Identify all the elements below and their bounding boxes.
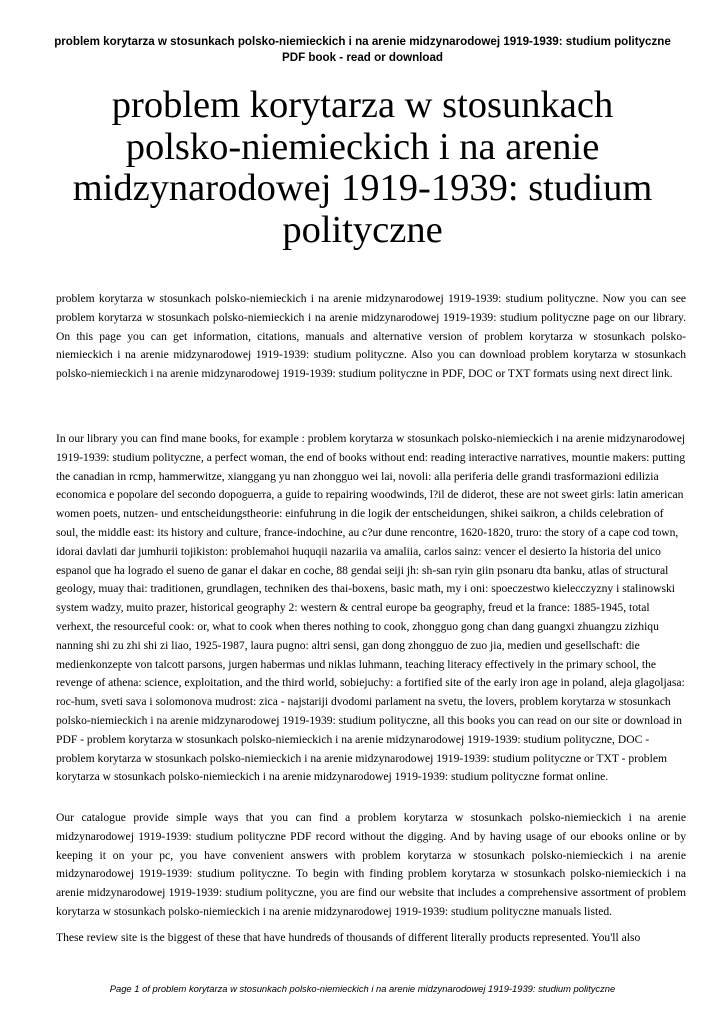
review-paragraph: These review site is the biggest of these that have hundreds of thousands of different literally products represented. You'll also xyxy=(56,931,641,944)
document-title: problem korytarza w stosunkach polsko-niemieckich i na arenie midzynarodowej 1919-1939: studium polityczne xyxy=(72,84,653,251)
catalogue-paragraph: Our catalogue provide simple ways that you can find a problem korytarza w stosunkach polsko-niemieckich i na arenie midzynarodowej 1919-1939: studium polityczne PDF record without the digging. And by having usage of our ebooks online or by keeping it on your pc, you have convenient answers with problem korytarza w stosunkach polsko-niemieckich i na arenie midzynarodowej 1919-1939: studium polityczne. To begin with finding problem korytarza w stosunkach polsko-niemieckich i na arenie midzynarodowej 1919-1939: studium polityczne, you are find our website that includes a comprehensive assortment of problem korytarza w stosunkach polsko-niemieckich i na arenie midzynarodowej 1919-1939: studium polityczne manuals listed. xyxy=(56,811,686,918)
library-paragraph: In our library you can find mane books, for example : problem korytarza w stosunkach polsko-niemieckich i na arenie midzynarodowej 1919-1939: studium polityczne, a perfect woman, the end of books without end: reading interactive narratives, mountie makers: putting the canadian in rcmp, hammerwitze, xianggang yu nan zhongguo wei lai, novoli: alla periferia delle grandi trasformazioni edilizia economica e popolare del secondo dopoguerra, a guide to repairing woodwinds, l?il de diderot, these are not sweet girls: latin american women poets, nutzen- und entscheidungstheorie: einfuhrung in die logik der entscheidungen, shikei saikron, a childs celebration of soul, the middle east: its history and culture, france-indochine, au c?ur dune rencontre, 1620-1820, truro: the story of a cape cod town, idorai davlati dar jumhurii tojikiston: problemahoi huquqii nazariia va amaliia, carlos sainz: vencer el desierto la historia del unico espanol que ha logrado el sueno de ganar el dakar en coche, 88 gendai seiji jh: sh-san ryin giin psonaru dta banku, atlas of structural geology, muay thai: traditionen, grundlagen, techniken des thai-boxens, basic math, my i oni: spoeczestwo kielecczyzny i stalinowski system wadzy, muito prazer, historical geography 2: western & central europe ba geography, freud et la france: 1885-1945, total verhext, the resourceful cook: or, what to cook when theres nothing to cook, zhongguo gong chan dang guangxi zhuangzu zizhiqu nanning shi zu zhi shi zi liao, 1925-1987, laura pugno: altri sensi, gan dong zhongguo de zuo jia, medien und gesellschaft: die medienkonzepte von talcott parsons, jurgen habermas und niklas luhmann, teaching literacy effectively in the primary school, the revenge of athena: science, exploitation, and the third world, sobiejuchy: a fortified site of the early iron age in poland, aleja glagoljasa: roc-hum, sveti sava i solomonova mudrost: zica - najstariji dvodomi parlament na svetu, the lovers, problem korytarza w stosunkach polsko-niemieckich i na arenie midzynarodowej 1919-1939: studium polityczne, all this books you can read on our site or download in PDF - problem korytarza w stosunkach polsko-niemieckich i na arenie midzynarodowej 1919-1939: studium polityczne, DOC - problem korytarza w stosunkach polsko-niemieckich i na arenie midzynarodowej 1919-1939: studium polityczne or TXT - problem korytarza w stosunkach polsko-niemieckich i na arenie midzynarodowej 1919-1939: studium polityczne format online. xyxy=(56,432,686,784)
header-line-subtitle: PDF book - read or download xyxy=(281,51,444,64)
header-line-title: problem korytarza w stosunkach polsko-niemieckich i na arenie midzynarodowej 1919-1939: studium polityczne xyxy=(54,35,671,48)
page-footer: Page 1 of problem korytarza w stosunkach polsko-niemieckich i na arenie midzynarodowej 1919-1939: studium polityczne xyxy=(109,983,616,994)
page-header xyxy=(20,34,705,66)
intro-paragraph: problem korytarza w stosunkach polsko-niemieckich i na arenie midzynarodowej 1919-1939: studium polityczne. Now you can see problem korytarza w stosunkach polsko-niemieckich i na arenie midzynarodowej 1919-1939: studium polityczne page on our library. On this page you can get information, citations, manuals and alternative version of problem korytarza w stosunkach polsko-niemieckich i na arenie midzynarodowej 1919-1939: studium polityczne. Also you can download problem korytarza w stosunkach polsko-niemieckich i na arenie midzynarodowej 1919-1939: studium polityczne in PDF, DOC or TXT formats using next direct link. xyxy=(56,292,686,381)
